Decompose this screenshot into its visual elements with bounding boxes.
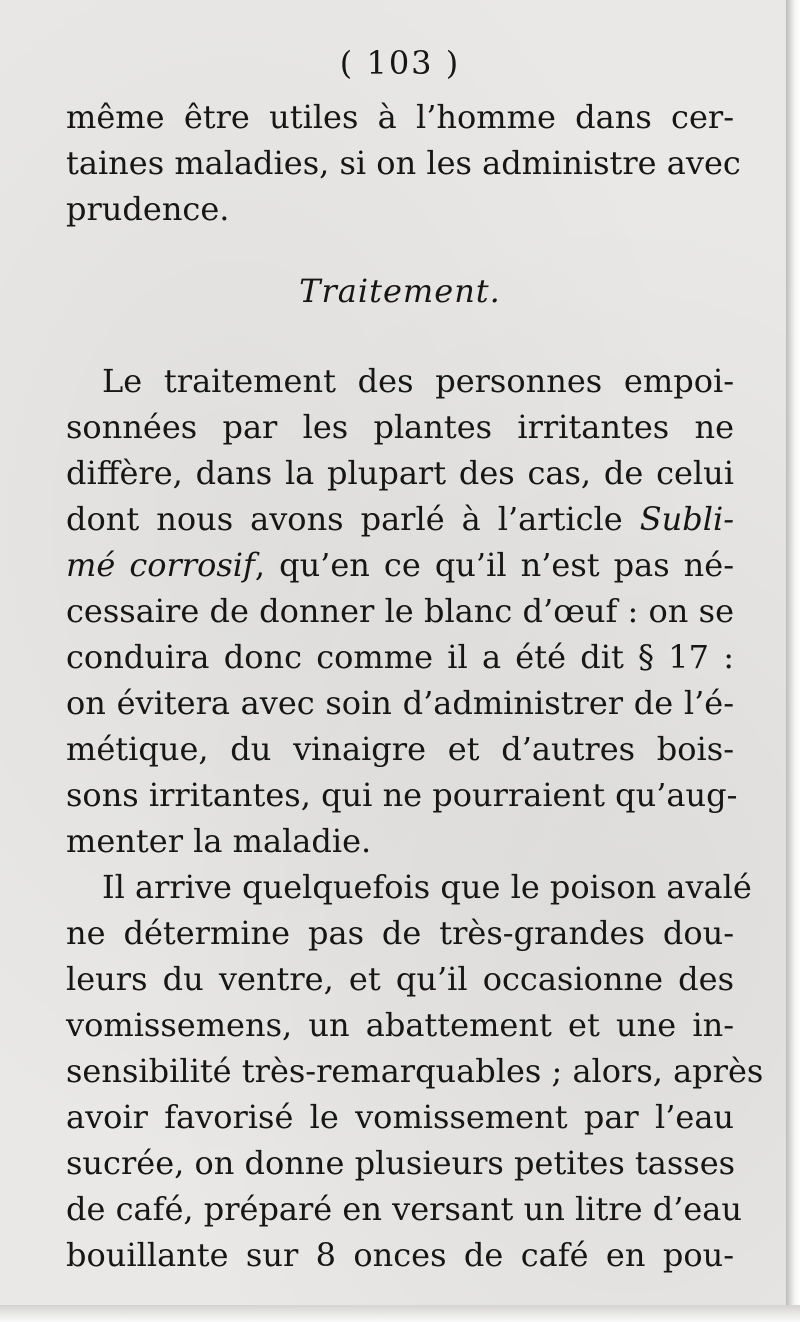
text-line: [66, 496, 734, 542]
text-line: leurs du ventre, et qu’il occasionne des: [66, 960, 734, 998]
italic-term: Subli-: [639, 500, 734, 538]
text-line: sucrée, on donne plusieurs petites tasses: [66, 1144, 736, 1182]
text-run: , qu’en ce qu’il n’est pas né-: [254, 546, 735, 584]
text-line: Le traitement des personnes empoi-: [102, 362, 734, 400]
page-number: ( 103 ): [339, 44, 461, 82]
text-line: sensibilité très-remarquables ; alors, après: [66, 1052, 764, 1090]
opening-paragraph: [66, 94, 741, 232]
page-edge-shadow: [786, 0, 800, 1322]
text-line: métique, du vinaigre et d’autres bois-: [66, 730, 734, 768]
text-line: de café, préparé en versant un litre d’eau: [66, 1190, 742, 1228]
text-line: taines maladies, si on les administre avec: [66, 144, 741, 182]
page-bottom-margin: [0, 1305, 800, 1322]
text-line: vomissemens, un abattement et une in-: [66, 1006, 734, 1044]
text-run: dont nous avons parlé à l’article: [66, 500, 640, 538]
text-line: Il arrive quelquefois que le poison avalé: [102, 868, 752, 906]
text-line: bouillante sur 8 onces de café en pou-: [66, 1236, 734, 1274]
page-text: [66, 40, 764, 1278]
paragraph-treatment: [66, 358, 738, 864]
text-line: sons irritantes, qui ne pourraient qu’aug-: [66, 776, 738, 814]
text-line: [66, 542, 734, 588]
text-line: avoir favorisé le vomissement par l’eau: [66, 1098, 734, 1136]
text-line: ne détermine pas de très-grandes dou-: [66, 914, 734, 952]
italic-term: mé corrosif: [66, 546, 255, 584]
text-line: conduira donc comme il a été dit § 17 :: [66, 638, 734, 676]
text-line: diffère, dans la plupart des cas, de celui: [66, 454, 734, 492]
text-line: sonnées par les plantes irritantes ne: [66, 408, 734, 446]
text-line: prudence.: [66, 190, 230, 228]
section-title: Traitement.: [299, 272, 501, 310]
text-line: menter la maladie.: [66, 822, 372, 860]
paragraph-coffee: [66, 864, 764, 1278]
text-line: on évitera avec soin d’administrer de l’é-: [66, 684, 734, 722]
text-line: même être utiles à l’homme dans cer-: [66, 98, 734, 136]
text-line: cessaire de donner le blanc d’œuf : on se: [66, 592, 734, 630]
